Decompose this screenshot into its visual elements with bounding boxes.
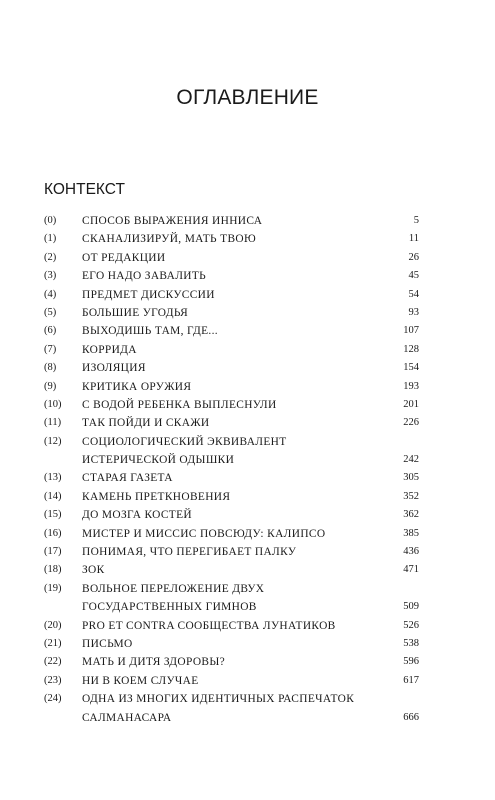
- toc-entry[interactable]: [0, 249, 495, 267]
- toc-entry[interactable]: [0, 672, 495, 690]
- chapter-title: ИЗОЛЯЦИЯ: [82, 362, 146, 375]
- toc-line: [0, 433, 495, 451]
- chapter-number: (1): [44, 233, 57, 245]
- toc-line: [0, 469, 495, 487]
- page-number: 617: [403, 674, 419, 686]
- toc-entry[interactable]: [0, 433, 495, 470]
- toc-entry[interactable]: [0, 304, 495, 322]
- section-title: КОНТЕКСТ: [44, 181, 125, 198]
- page-number: 193: [403, 380, 419, 392]
- chapter-number: (15): [44, 509, 62, 521]
- toc-line: [0, 580, 495, 598]
- chapter-title: КРИТИКА ОРУЖИЯ: [82, 380, 192, 393]
- toc-line: [0, 690, 495, 708]
- page-number: 596: [403, 656, 419, 668]
- toc-line: [0, 598, 495, 616]
- toc-entry[interactable]: [0, 525, 495, 543]
- toc-line: [0, 672, 495, 690]
- page-title: ОГЛАВЛЕНИЕ: [176, 86, 319, 109]
- chapter-number: (19): [44, 582, 62, 594]
- chapter-title: ОДНА ИЗ МНОГИХ ИДЕНТИЧНЫХ РАСПЕЧАТОК: [82, 693, 355, 706]
- page-number: 226: [403, 417, 419, 429]
- page-number: 666: [403, 711, 419, 723]
- chapter-number: (16): [44, 527, 62, 539]
- toc-entry[interactable]: [0, 580, 495, 617]
- chapter-number: (18): [44, 564, 62, 576]
- toc-line: [0, 653, 495, 671]
- toc-entry[interactable]: [0, 469, 495, 487]
- toc-line: [0, 525, 495, 543]
- toc-entry[interactable]: [0, 286, 495, 304]
- chapter-number: (22): [44, 656, 62, 668]
- chapter-title: СПОСОБ ВЫРАЖЕНИЯ ИННИСА: [82, 215, 263, 227]
- toc-line: [0, 488, 495, 506]
- page-number: 26: [408, 251, 419, 263]
- table-of-contents: [0, 212, 495, 727]
- chapter-title: ТАК ПОЙДИ И СКАЖИ: [82, 417, 210, 430]
- page-number: 509: [403, 601, 419, 613]
- toc-entry[interactable]: [0, 359, 495, 377]
- chapter-title: КОРРИДА: [82, 343, 137, 356]
- page-number: 93: [408, 306, 419, 318]
- toc-line: [0, 396, 495, 414]
- toc-entry[interactable]: [0, 561, 495, 579]
- toc-line: [0, 709, 495, 727]
- toc-line: [0, 286, 495, 304]
- toc-line: [0, 341, 495, 359]
- toc-line: [0, 543, 495, 561]
- chapter-title: ПРЕДМЕТ ДИСКУССИИ: [82, 288, 215, 301]
- chapter-title: ГОСУДАРСТВЕННЫХ ГИМНОВ: [82, 601, 257, 614]
- chapter-title: PRO ET CONTRA СООБЩЕСТВА ЛУНАТИКОВ: [82, 619, 336, 632]
- chapter-number: (0): [44, 215, 57, 226]
- page-number: 436: [403, 546, 419, 558]
- toc-line: [0, 561, 495, 579]
- page-number: 305: [403, 472, 419, 484]
- toc-entry[interactable]: [0, 506, 495, 524]
- page-number: 201: [403, 398, 419, 410]
- chapter-title: ОТ РЕДАКЦИИ: [82, 251, 166, 264]
- chapter-number: (13): [44, 472, 62, 484]
- chapter-title: ВОЛЬНОЕ ПЕРЕЛОЖЕНИЕ ДВУХ: [82, 582, 265, 595]
- page-number: 128: [403, 343, 419, 355]
- chapter-number: (11): [44, 417, 62, 429]
- page-number: 45: [408, 270, 419, 282]
- page-number: 107: [403, 325, 419, 337]
- chapter-title: СТАРАЯ ГАЗЕТА: [82, 472, 173, 485]
- toc-line: [0, 212, 495, 230]
- page-number: 526: [403, 619, 419, 631]
- chapter-number: (21): [44, 637, 62, 649]
- toc-entry[interactable]: [0, 212, 495, 230]
- page-number: 471: [403, 564, 419, 576]
- page-number: 242: [403, 454, 419, 466]
- toc-entry[interactable]: [0, 230, 495, 248]
- toc-entry[interactable]: [0, 543, 495, 561]
- chapter-title: ПОНИМАЯ, ЧТО ПЕРЕГИБАЕТ ПАЛКУ: [82, 546, 297, 559]
- chapter-number: (2): [44, 251, 57, 263]
- toc-line: [0, 304, 495, 322]
- toc-line: [0, 635, 495, 653]
- toc-entry[interactable]: [0, 690, 495, 727]
- page-number: 11: [408, 233, 419, 245]
- chapter-number: (5): [44, 306, 57, 318]
- toc-line: [0, 230, 495, 248]
- chapter-number: (9): [44, 380, 57, 392]
- chapter-title: БОЛЬШИЕ УГОДЬЯ: [82, 306, 189, 319]
- chapter-title: ПИСЬМО: [82, 637, 133, 650]
- toc-entry[interactable]: [0, 653, 495, 671]
- toc-entry[interactable]: [0, 617, 495, 635]
- chapter-title: СОЦИОЛОГИЧЕСКИЙ ЭКВИВАЛЕНТ: [82, 435, 287, 448]
- chapter-title: С ВОДОЙ РЕБЕНКА ВЫПЛЕСНУЛИ: [82, 398, 277, 411]
- chapter-title: ЗОК: [82, 564, 105, 577]
- toc-line: [0, 267, 495, 285]
- chapter-title: КАМЕНЬ ПРЕТКНОВЕНИЯ: [82, 490, 231, 503]
- chapter-title: НИ В КОЕМ СЛУЧАЕ: [82, 674, 199, 687]
- chapter-number: (20): [44, 619, 62, 631]
- page-number: 385: [403, 527, 419, 539]
- chapter-number: (4): [44, 288, 57, 300]
- chapter-number: (10): [44, 398, 62, 410]
- toc-line: [0, 249, 495, 267]
- toc-line: [0, 451, 495, 469]
- toc-entry[interactable]: [0, 378, 495, 396]
- toc-entry[interactable]: [0, 488, 495, 506]
- toc-line: [0, 322, 495, 340]
- page-number: 362: [403, 509, 419, 521]
- toc-line: [0, 506, 495, 524]
- toc-entry[interactable]: [0, 322, 495, 340]
- chapter-title: САЛМАНАСАРА: [82, 711, 172, 724]
- chapter-number: (23): [44, 674, 62, 686]
- chapter-title: ИСТЕРИЧЕСКОЙ ОДЫШКИ: [82, 454, 235, 467]
- chapter-number: (12): [44, 435, 62, 447]
- toc-line: [0, 378, 495, 396]
- chapter-number: (24): [44, 693, 62, 705]
- page-number: 352: [403, 490, 419, 502]
- chapter-title: ДО МОЗГА КОСТЕЙ: [82, 509, 192, 522]
- page-number: 5: [413, 215, 419, 226]
- chapter-title: СКАНАЛИЗИРУЙ, МАТЬ ТВОЮ: [82, 233, 257, 246]
- chapter-number: (14): [44, 490, 62, 502]
- toc-entry[interactable]: [0, 341, 495, 359]
- toc-entry[interactable]: [0, 396, 495, 414]
- toc-line: [0, 414, 495, 432]
- toc-line: [0, 359, 495, 377]
- page-number: 154: [403, 362, 419, 374]
- toc-entry[interactable]: [0, 635, 495, 653]
- chapter-title: ВЫХОДИШЬ ТАМ, ГДЕ...: [82, 325, 219, 338]
- toc-line: [0, 617, 495, 635]
- toc-entry[interactable]: [0, 414, 495, 432]
- chapter-number: (3): [44, 270, 57, 282]
- chapter-title: ЕГО НАДО ЗАВАЛИТЬ: [82, 270, 207, 283]
- chapter-number: (17): [44, 546, 62, 558]
- chapter-number: (6): [44, 325, 57, 337]
- page-number: 538: [403, 637, 419, 649]
- chapter-number: (8): [44, 362, 57, 374]
- chapter-title: МАТЬ И ДИТЯ ЗДОРОВЫ?: [82, 656, 226, 669]
- toc-entry[interactable]: [0, 267, 495, 285]
- chapter-title: МИСТЕР И МИССИС ПОВСЮДУ: КАЛИПСО: [82, 527, 326, 540]
- chapter-number: (7): [44, 343, 57, 355]
- page-number: 54: [408, 288, 419, 300]
